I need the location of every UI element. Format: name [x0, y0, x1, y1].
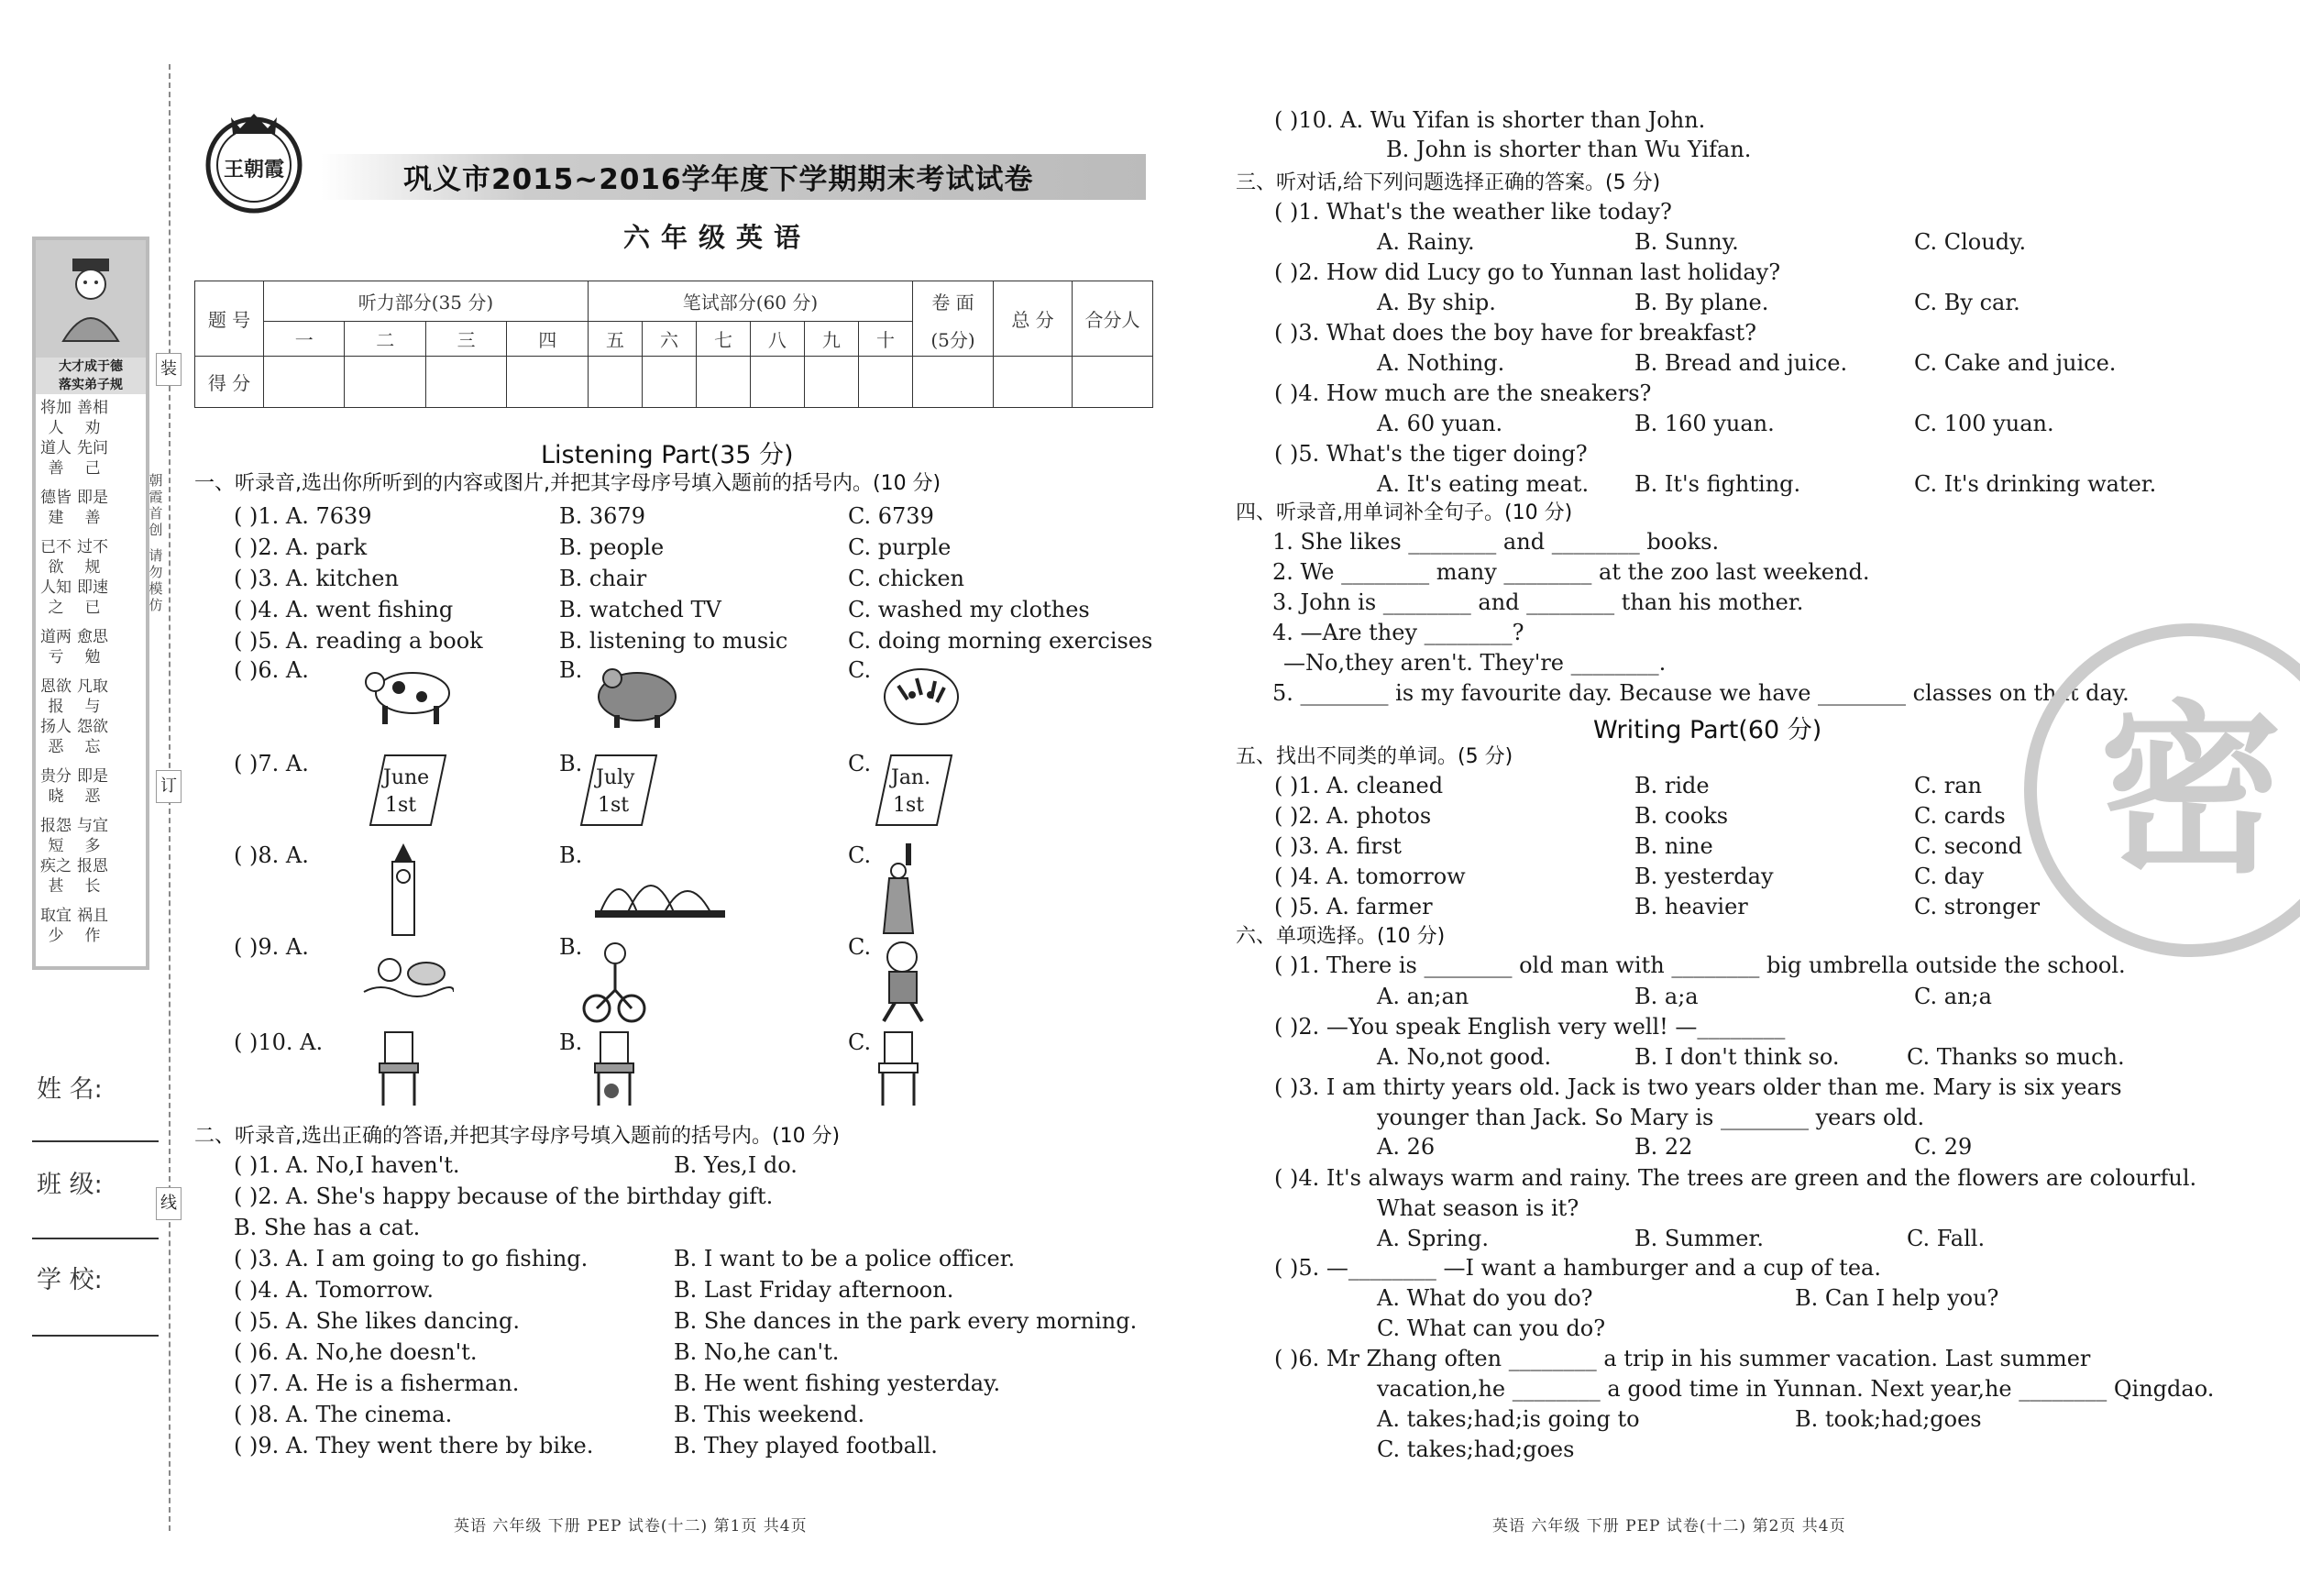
q9-b: B. — [559, 934, 583, 960]
motto-1: 大才成于德 — [36, 358, 146, 376]
date-a-month: June — [383, 766, 430, 789]
calendar-card-a — [367, 752, 449, 829]
footer-right: 英语 六年级 下册 PEP 试卷(十二) 第2页 共4页 — [1492, 1517, 1846, 1535]
sec1-row-c: C. 6739 — [848, 503, 934, 529]
name-field[interactable] — [32, 1140, 159, 1142]
sec6-q6-a: A. takes;had;is going to — [1377, 1406, 1640, 1432]
score-header: 题 号 — [195, 281, 264, 357]
sec2-row-a: ( )4. A. Tomorrow. — [234, 1277, 434, 1303]
school-label: 学 校: — [37, 1266, 103, 1294]
sec2-row-a: ( )7. A. He is a fisherman. — [234, 1370, 520, 1396]
sec5-option-b: B. yesterday — [1634, 864, 1774, 889]
sec2-row-a: ( )5. A. She likes dancing. — [234, 1308, 520, 1334]
sec3-option-a: A. Nothing. — [1377, 350, 1505, 376]
score-col: 十 — [858, 322, 912, 357]
sec5-option-c: C. day — [1914, 864, 1984, 889]
sec6-q5: ( )5. —________ —I want a hamburger and a cup of tea. — [1274, 1255, 1881, 1281]
sec2-row-b: B. This weekend. — [674, 1402, 865, 1427]
section-4-title: 四、听录音,用单词补全句子。(10 分) — [1236, 501, 1573, 524]
cut-char: 订 — [156, 770, 182, 803]
sec3-option-a: A. By ship. — [1377, 290, 1496, 315]
score-cell[interactable] — [696, 357, 750, 408]
sec3-option-c: C. By car. — [1914, 290, 2020, 315]
score-cell[interactable] — [858, 357, 912, 408]
sec2-row-b: B. I want to be a police officer. — [674, 1246, 1016, 1271]
sec2-row-b: B. He went fishing yesterday. — [674, 1370, 1001, 1396]
poem-line: 即是恶 — [77, 767, 108, 806]
cut-char: 线 — [156, 1187, 182, 1220]
svg-text:密: 密 — [2098, 685, 2283, 898]
skating-kid-icon — [871, 937, 935, 1025]
sec6-q5-a: A. What do you do? — [1377, 1285, 1593, 1311]
score-table — [194, 281, 1153, 408]
sec2-row-a: B. She has a cat. — [234, 1215, 421, 1240]
note-char: 霞 — [149, 489, 163, 505]
score-cell[interactable] — [642, 357, 696, 408]
sec1-row-a: ( )3. A. kitchen — [234, 566, 399, 591]
poem-line: 愈思勉 — [77, 628, 108, 666]
sec6-q6-line2: vacation,he ________ a good time in Yunnan. Next year,he ________ Qingdao. — [1377, 1376, 2215, 1402]
class-label: 班 级: — [37, 1171, 103, 1199]
note-char: 首 — [149, 505, 163, 522]
sec3-option-c: C. It's drinking water. — [1914, 471, 2157, 497]
date-a-day: 1st — [385, 794, 417, 817]
q10-label: ( )10. A. — [234, 1029, 324, 1055]
sec3-option-b: B. Bread and juice. — [1634, 350, 1848, 376]
sec6-q5-b: B. Can I help you? — [1795, 1285, 1999, 1311]
sec5-option-a: ( )4. A. tomorrow — [1274, 864, 1466, 889]
sec2-row-a: ( )8. A. The cinema. — [234, 1402, 453, 1427]
score-header: 卷 面 — [913, 281, 994, 322]
statue-of-liberty-icon — [878, 842, 924, 937]
poem-line: 与宜多 — [77, 817, 108, 855]
sec3-option-c: C. 100 yuan. — [1914, 411, 2054, 436]
sec2-q10-b: B. John is shorter than Wu Yifan. — [1386, 137, 1752, 162]
sec1-row-b: B. chair — [559, 566, 647, 591]
q6-c: C. — [848, 657, 872, 683]
sec6-q6: ( )6. Mr Zhang often ________ a trip in his summer vacation. Last summer — [1274, 1346, 2091, 1371]
note-char: 模 — [149, 580, 163, 597]
sec2-row-b: B. No,he can't. — [674, 1339, 840, 1365]
sec3-question: ( )5. What's the tiger doing? — [1274, 441, 1588, 467]
sec1-row-a: ( )5. A. reading a book — [234, 628, 483, 654]
score-cell[interactable] — [425, 357, 506, 408]
sec6-q6-c: C. takes;had;goes — [1377, 1436, 1575, 1462]
chair-icon — [376, 1030, 422, 1107]
score-cell[interactable] — [1073, 357, 1153, 408]
sec2-row-a: ( )3. A. I am going to go fishing. — [234, 1246, 589, 1271]
poem-line: 贵分晓 — [40, 767, 72, 806]
sec1-row-b: B. people — [559, 534, 665, 560]
q7-b: B. — [559, 751, 583, 776]
score-col: 三 — [425, 322, 506, 357]
score-col: 四 — [507, 322, 589, 357]
score-header: 笔试部分(60 分) — [588, 281, 912, 322]
score-cell[interactable] — [994, 357, 1073, 408]
poem-line: 先问己 — [77, 439, 108, 478]
sec3-option-a: A. It's eating meat. — [1377, 471, 1590, 497]
sec6-q4-b: B. Summer. — [1634, 1226, 1764, 1251]
motto-2: 落实弟子规 — [36, 376, 146, 394]
sec3-question: ( )1. What's the weather like today? — [1274, 199, 1672, 225]
sec5-option-a: ( )1. A. cleaned — [1274, 773, 1444, 798]
section-6-title: 六、单项选择。(10 分) — [1236, 925, 1446, 948]
sec2-row-a: ( )1. A. No,I haven't. — [234, 1152, 460, 1178]
poem-line: 人知之 — [40, 578, 72, 617]
poem-line: 扬人恶 — [40, 718, 72, 756]
poem-line: 善相劝 — [77, 399, 108, 437]
poem-line: 道两亏 — [40, 628, 72, 666]
score-col: 五 — [588, 322, 642, 357]
sec3-question: ( )3. What does the boy have for breakfast? — [1274, 320, 1756, 346]
sec5-option-a: ( )5. A. farmer — [1274, 894, 1433, 919]
poem-line: 祸且作 — [77, 907, 108, 945]
big-ben-icon — [385, 842, 422, 937]
sec4-line: 1. She likes ________ and ________ books. — [1272, 529, 1720, 555]
brand-logo-icon — [204, 108, 304, 216]
poem-line: 已不欲 — [40, 538, 72, 577]
sec6-q4-a: A. Spring. — [1377, 1226, 1489, 1251]
poem-line: 报恩长 — [77, 857, 108, 896]
section-2-title: 二、听录音,选出正确的答语,并把其字母序号填入题前的括号内。(10 分) — [194, 1125, 841, 1148]
footer-left: 英语 六年级 下册 PEP 试卷(十二) 第1页 共4页 — [454, 1517, 808, 1535]
sec6-q5-c: C. What can you do? — [1377, 1315, 1606, 1341]
sec2-row-b: B. They played football. — [674, 1433, 938, 1458]
sec1-row-b: B. listening to music — [559, 628, 788, 654]
scholar-illustration — [36, 240, 146, 358]
moral-panel — [32, 237, 149, 970]
q10-b: B. — [559, 1029, 583, 1055]
sec3-option-b: B. It's fighting. — [1634, 471, 1801, 497]
sec3-option-a: A. Rainy. — [1377, 229, 1475, 255]
sec2-row-b: B. She dances in the park every morning. — [674, 1308, 1138, 1334]
poem-line: 即速已 — [77, 578, 108, 617]
sec6-q6-b: B. took;had;goes — [1795, 1406, 1982, 1432]
score-cell[interactable] — [750, 357, 804, 408]
score-col: 八 — [750, 322, 804, 357]
sec6-q3: ( )3. I am thirty years old. Jack is two years older than me. Mary is six years — [1274, 1074, 2122, 1100]
sec6-q3-b: B. 22 — [1634, 1134, 1693, 1160]
sec2-row-b: B. Yes,I do. — [674, 1152, 798, 1178]
cycling-kid-icon — [582, 937, 646, 1025]
sec5-option-b: B. cooks — [1634, 803, 1729, 829]
sec2-row-b: B. Last Friday afternoon. — [674, 1277, 954, 1303]
date-c-day: 1st — [893, 794, 925, 817]
sec6-q4-c: C. Fall. — [1907, 1226, 1986, 1251]
poem-grid — [36, 394, 146, 959]
poem-line: 恩欲报 — [40, 677, 72, 716]
cut-char: 装 — [156, 353, 182, 386]
score-header: 听力部分(35 分) — [264, 281, 589, 322]
exam-subtitle: 六年级英语 — [623, 222, 812, 253]
cow-icon — [362, 658, 463, 728]
sec6-q2-b: B. I don't think so. — [1634, 1044, 1840, 1070]
calendar-card-b — [578, 752, 660, 829]
note-char: 朝 — [149, 472, 163, 489]
sec1-row-a: ( )1. A. 7639 — [234, 503, 372, 529]
school-field[interactable] — [32, 1335, 159, 1337]
sec3-question: ( )4. How much are the sneakers? — [1274, 380, 1652, 406]
note-char: 请 — [149, 547, 163, 564]
sec6-q3-a: A. 26 — [1377, 1134, 1436, 1160]
score-cell[interactable] — [507, 357, 589, 408]
score-header: 总 分 — [994, 281, 1073, 357]
q7-c: C. — [848, 751, 872, 776]
sec1-row-a: ( )2. A. park — [234, 534, 368, 560]
q6-label: ( )6. A. — [234, 657, 309, 683]
note-char: 仿 — [149, 597, 163, 613]
sec1-row-b: B. watched TV — [559, 597, 721, 622]
score-col: 六 — [642, 322, 696, 357]
score-cell[interactable] — [264, 357, 345, 408]
sec3-option-c: C. Cake and juice. — [1914, 350, 2117, 376]
sec1-row-c: C. purple — [848, 534, 952, 560]
sheep-icon — [587, 658, 683, 732]
sec5-option-a: ( )3. A. first — [1274, 833, 1402, 859]
chair-with-cat-icon — [591, 1030, 646, 1107]
class-field[interactable] — [32, 1238, 159, 1239]
swimming-kid-icon — [362, 937, 454, 1010]
q10-c: C. — [848, 1029, 872, 1055]
date-b-month: July — [596, 766, 635, 789]
section-3-title: 三、听对话,给下列问题选择正确的答案。(5 分) — [1236, 171, 1661, 194]
scholar-icon — [36, 240, 146, 350]
poem-line: 报怨短 — [40, 817, 72, 855]
score-cell[interactable] — [345, 357, 425, 408]
score-cell[interactable] — [588, 357, 642, 408]
sec6-q1-b: B. a;a — [1634, 984, 1699, 1009]
date-b-day: 1st — [598, 794, 630, 817]
opera-house-icon — [591, 857, 729, 921]
sec6-q2: ( )2. —You speak English very well! —________ — [1274, 1014, 1786, 1040]
tiger-icon — [871, 658, 972, 732]
poem-line: 道人善 — [40, 439, 72, 478]
sec6-q2-c: C. Thanks so much. — [1907, 1044, 2125, 1070]
sec3-option-b: B. 160 yuan. — [1634, 411, 1775, 436]
score-col: 七 — [696, 322, 750, 357]
sec4-line: 3. John is ________ and ________ than his mother. — [1272, 589, 1804, 615]
score-cell[interactable] — [804, 357, 858, 408]
sec6-q1-c: C. an;a — [1914, 984, 1992, 1009]
poem-line: 过不规 — [77, 538, 108, 577]
note-char: 创 — [149, 522, 163, 538]
poem-line: 取宜少 — [40, 907, 72, 945]
sec1-row-b: B. 3679 — [559, 503, 645, 529]
q7-label: ( )7. A. — [234, 751, 309, 776]
sec2-row-a: ( )2. A. She's happy because of the birthday gift. — [234, 1183, 774, 1209]
score-col: 九 — [804, 322, 858, 357]
exam-title: 巩义市2015~2016学年度下学期期末考试试卷 — [403, 163, 1034, 196]
sec4-line: —No,they aren't. They're ________. — [1283, 650, 1667, 676]
poem-line: 怨欲忘 — [77, 718, 108, 756]
name-label: 姓 名: — [37, 1075, 103, 1104]
sec5-option-a: ( )2. A. photos — [1274, 803, 1432, 829]
sec6-q1: ( )1. There is ________ old man with ________ big umbrella outside the school. — [1274, 952, 2126, 978]
q8-label: ( )8. A. — [234, 842, 309, 868]
writing-part-title: Writing Part(60 分) — [1593, 716, 1822, 744]
poem-line: 将加人 — [40, 399, 72, 437]
section-1-title: 一、听录音,选出你所听到的内容或图片,并把其字母序号填入题前的括号内。(10 分) — [194, 472, 941, 495]
sec1-row-c: C. washed my clothes — [848, 597, 1090, 622]
score-header: 合分人 — [1073, 281, 1153, 357]
sec2-row-a: ( )9. A. They went there by bike. — [234, 1433, 594, 1458]
sec2-q10-a: ( )10. A. Wu Yifan is shorter than John. — [1274, 107, 1706, 133]
poem-line: 疾之甚 — [40, 857, 72, 896]
sec5-option-c: C. second — [1914, 833, 2022, 859]
sec6-q4-line2: What season is it? — [1377, 1195, 1579, 1221]
secret-stamp-icon — [2017, 616, 2300, 964]
date-c-month: Jan. — [891, 766, 931, 789]
score-row-label: 得 分 — [195, 357, 264, 408]
note-char: 勿 — [149, 564, 163, 580]
sec5-option-b: B. ride — [1634, 773, 1710, 798]
sec5-option-c: C. stronger — [1914, 894, 2041, 919]
chair-outline-icon — [875, 1030, 921, 1107]
sec6-q1-a: A. an;an — [1377, 984, 1469, 1009]
sec3-question: ( )2. How did Lucy go to Yunnan last holiday? — [1274, 259, 1781, 285]
sec5-option-b: B. nine — [1634, 833, 1713, 859]
q8-b: B. — [559, 842, 583, 868]
sec3-option-a: A. 60 yuan. — [1377, 411, 1503, 436]
sec1-row-a: ( )4. A. went fishing — [234, 597, 454, 622]
copyright-note — [147, 472, 165, 613]
sec6-q4: ( )4. It's always warm and rainy. The trees are green and the flowers are colourful. — [1274, 1165, 2197, 1191]
section-5-title: 五、找出不同类的单词。(5 分) — [1236, 745, 1513, 768]
sec3-option-b: B. By plane. — [1634, 290, 1769, 315]
calendar-card-c — [873, 752, 955, 829]
svg-text:王朝霞: 王朝霞 — [223, 158, 285, 182]
listening-part-title: Listening Part(35 分) — [541, 441, 794, 469]
sec1-row-c: C. doing morning exercises — [848, 628, 1153, 654]
sec6-q3-c: C. 29 — [1914, 1134, 1973, 1160]
sec3-option-c: C. Cloudy. — [1914, 229, 2027, 255]
sec2-row-a: ( )6. A. No,he doesn't. — [234, 1339, 478, 1365]
sec4-line: 5. ________ is my favourite day. Because we have ________ classes on that day. — [1272, 680, 2129, 706]
score-col: 二 — [345, 322, 425, 357]
sec4-line: 2. We ________ many ________ at the zoo last weekend. — [1272, 559, 1870, 585]
sec5-option-c: C. cards — [1914, 803, 2006, 829]
sec1-row-c: C. chicken — [848, 566, 964, 591]
score-col: 一 — [264, 322, 345, 357]
sec5-option-c: C. ran — [1914, 773, 1983, 798]
sec4-line: 4. —Are they ________? — [1272, 620, 1524, 645]
sec5-option-b: B. heavier — [1634, 894, 1748, 919]
q9-c: C. — [848, 934, 872, 960]
poem-line: 德皆建 — [40, 489, 72, 527]
poem-line: 即是善 — [77, 489, 108, 527]
score-cell[interactable] — [913, 357, 994, 408]
sec6-q3-line2: younger than Jack. So Mary is ________ years old. — [1377, 1105, 1925, 1130]
sec6-q2-a: A. No,not good. — [1377, 1044, 1552, 1070]
q8-c: C. — [848, 842, 872, 868]
score-col: (5分) — [913, 322, 994, 357]
q9-label: ( )9. A. — [234, 934, 309, 960]
sec3-option-b: B. Sunny. — [1634, 229, 1739, 255]
q6-b: B. — [559, 657, 583, 683]
poem-line: 凡取与 — [77, 677, 108, 716]
